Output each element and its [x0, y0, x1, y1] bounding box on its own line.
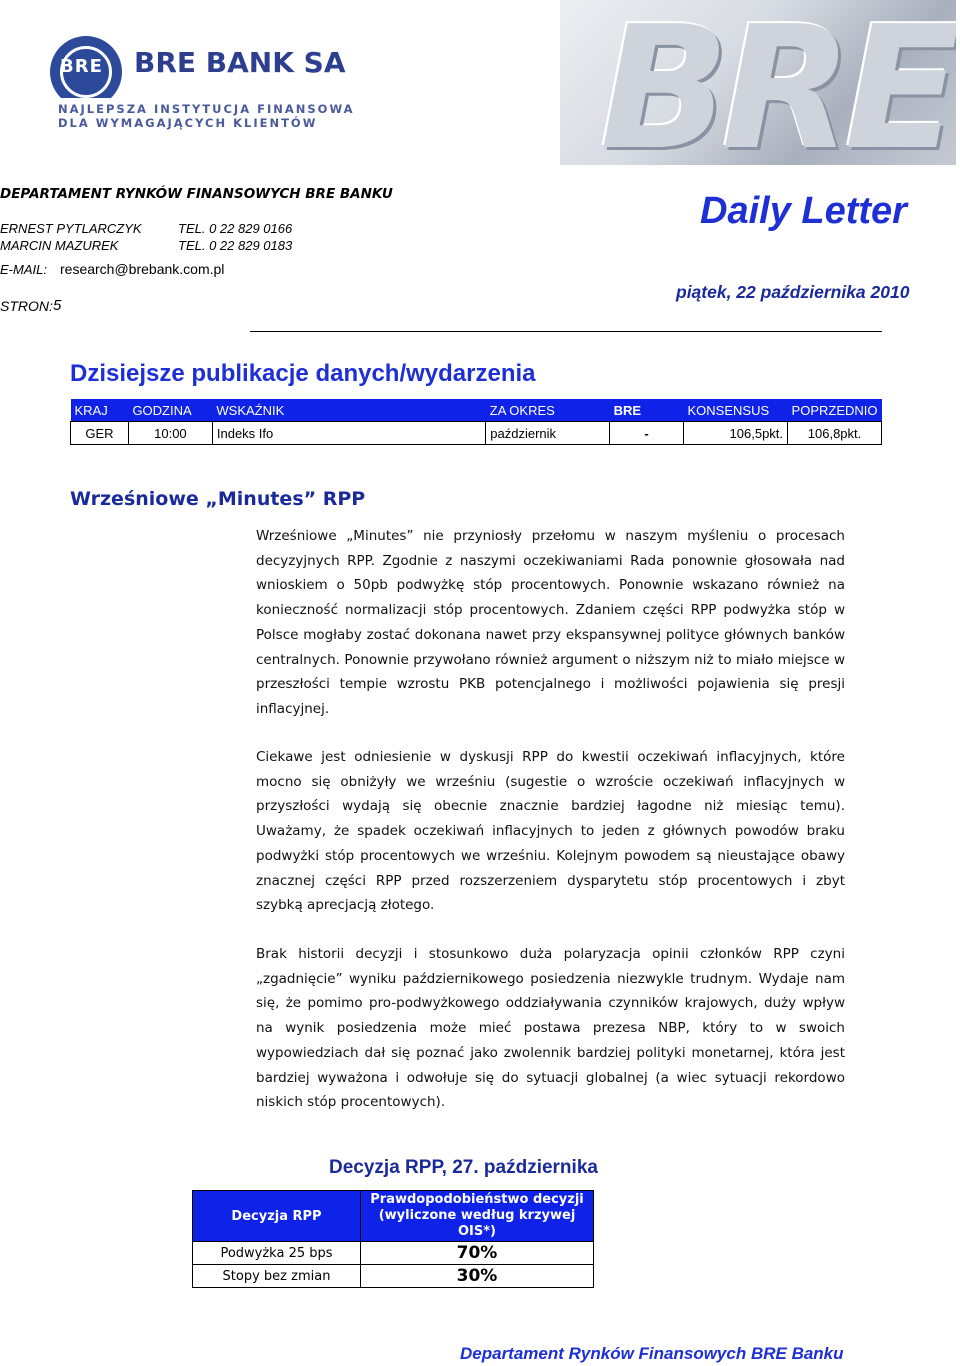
- col-header: WSKAŹNIK: [212, 399, 485, 422]
- page-number: 5: [53, 297, 62, 314]
- cell-previous: 106,8pkt.: [788, 422, 882, 445]
- tagline-line1: NAJLEPSZA INSTYTUCJA FINANSOWA: [58, 102, 355, 116]
- contact2-tel: TEL. 0 22 829 0183: [178, 238, 293, 253]
- probability-col-header: [361, 1191, 594, 1242]
- email-label: E-MAIL:: [0, 262, 47, 277]
- decision-probability: 70%: [361, 1242, 594, 1265]
- table-row: [193, 1242, 594, 1265]
- publications-table: [70, 399, 882, 445]
- issue-date: piątek, 22 października 2010: [676, 282, 910, 302]
- decision-heading: Decyzja RPP, 27. października: [329, 1157, 598, 1178]
- cell-consensus: 106,5pkt.: [684, 422, 788, 445]
- table-row: [71, 422, 882, 445]
- cell-indicator: Indeks Ifo: [212, 422, 485, 445]
- article-paragraph-3: Brak historii decyzji i stosunkowo duża polaryzacja opinii członków RPP czyni „zgadnięcie” wyniku październikowego posiedzenia niezwykle trudnym. Wydaje nam się, że pomimo pro-podwyżkowego oddziaływania czynników krajowych, duży wpływ na wynik posiedzenia może mieć postawa prezesa NBP, który to w swoich wypowiedziach dał się poznać jako zwolennik bardziej polityki monetarnej, która jest bardziej wyważona i odwołuje się do sytuacji globalnej (a wiec sytuacji rekordowo niskich stóp procentowych).: [256, 946, 845, 1111]
- cell-country: GER: [71, 422, 129, 445]
- decision-probability: 30%: [361, 1265, 594, 1288]
- table-row: [193, 1265, 594, 1288]
- email-link[interactable]: research@brebank.com.pl: [60, 261, 225, 277]
- col-header: POPRZEDNIO: [788, 399, 882, 422]
- tagline: [58, 102, 355, 130]
- col-header: BRE: [610, 399, 684, 422]
- bank-name: BRE BANK SA: [134, 46, 346, 79]
- publications-header-row: [71, 399, 882, 422]
- cell-period: październik: [486, 422, 610, 445]
- decision-label: Podwyżka 25 bps: [193, 1242, 361, 1265]
- divider: [250, 331, 882, 332]
- contact2-name: MARCIN MAZUREK: [0, 238, 119, 253]
- article-paragraph-2: Ciekawe jest odniesienie w dyskusji RPP do kwestii oczekiwań inflacyjnych, które mocno się obniżyły we wrześniu (sugestie o wzroście oczekiwań inflacyjnych w przyszłości wydają się obecnie znacznie bardziej łagodne niż miesiąc temu). Uważamy, że spadek oczekiwań inflacyjnych to jeden z głównych powodów braku podwyżki stóp procentowych we wrześniu. Kolejnym powodem są nieustające obawy znacznej części RPP przed rozszerzeniem dysparytetu stóp procentowych i zbyt szybką aprecjacją złotego.: [256, 749, 845, 914]
- department-name: DEPARTAMENT RYNKÓW FINANSOWYCH BRE BANKU: [0, 186, 393, 202]
- banner-letters: BRE: [600, 0, 953, 165]
- publications-heading: Dzisiejsze publikacje danych/wydarzenia: [70, 360, 536, 387]
- decision-table: [192, 1190, 594, 1288]
- decision-label: Stopy bez zmian: [193, 1265, 361, 1288]
- col-header: KONSENSUS: [684, 399, 788, 422]
- page-label: STRON:: [0, 298, 53, 314]
- contact1-tel: TEL. 0 22 829 0166: [178, 221, 293, 236]
- probability-header-line2: (wyliczone według krzywej OIS*): [378, 1208, 576, 1239]
- decision-header-row: [193, 1191, 594, 1242]
- col-header: KRAJ: [71, 399, 129, 422]
- article-paragraph-1: Wrześniowe „Minutes” nie przyniosły przełomu w naszym myśleniu o procesach decyzyjnych RPP. Zgodnie z naszymi oczekiwaniami Rada ponownie głosowała nad wnioskiem o 50pb podwyżkę stóp procentowych. Ponownie wskazano również na konieczność normalizacji stóp procentowych. Zdaniem części RPP podwyżka stóp w Polsce mogłaby zostać dokonana nawet przy ekspansywnej polityce głównych banków centralnych. Ponownie przywołano również argument o niższym niż to miało miejsce w przeszłości tempie wzrostu PKB potencjalnego i możliwości pojawienia się presji inflacyjnej.: [256, 528, 845, 717]
- tagline-line2: DLA WYMAGAJĄCYCH KLIENTÓW: [58, 116, 318, 130]
- cell-time: 10:00: [128, 422, 212, 445]
- cell-bre: -: [610, 422, 684, 445]
- probability-header-line1: Prawdopodobieństwo decyzji: [370, 1192, 584, 1207]
- banner-art: [560, 0, 956, 165]
- contact1-name: ERNEST PYTLARCZYK: [0, 221, 142, 236]
- col-header: ZA OKRES: [486, 399, 610, 422]
- article-heading: Wrześniowe „Minutes” RPP: [70, 488, 366, 510]
- col-header: GODZINA: [128, 399, 212, 422]
- bre-logo-text: BRE: [60, 56, 103, 77]
- footer-department: Departament Rynków Finansowych BRE Banku: [460, 1344, 844, 1363]
- newsletter-title: Daily Letter: [700, 190, 907, 232]
- decision-col-header: Decyzja RPP: [193, 1191, 361, 1242]
